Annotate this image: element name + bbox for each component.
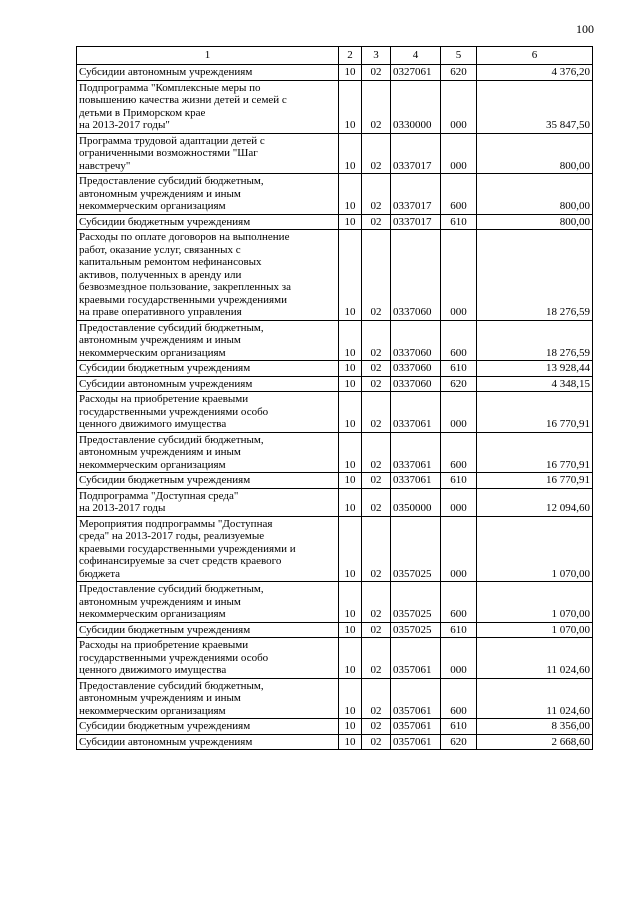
expense-type-cell: 000 xyxy=(441,133,477,174)
expense-type-cell: 610 xyxy=(441,214,477,230)
expense-type-cell: 610 xyxy=(441,622,477,638)
section-cell: 10 xyxy=(339,582,362,623)
table-row xyxy=(77,320,593,361)
subsection-cell: 02 xyxy=(362,230,391,321)
amount-cell: 800,00 xyxy=(477,174,593,215)
header-row xyxy=(77,47,593,65)
subsection-cell: 02 xyxy=(362,320,391,361)
target-article-cell: 0337060 xyxy=(391,361,441,377)
row-name-cell: Программа трудовой адаптации детей с ограниченными возможностями "Шаг навстречу" xyxy=(77,133,339,174)
expense-type-cell: 000 xyxy=(441,230,477,321)
expense-type-cell: 620 xyxy=(441,734,477,750)
section-cell: 10 xyxy=(339,488,362,516)
row-name-cell: Субсидии автономным учреждениям xyxy=(77,65,339,81)
amount-cell: 8 356,00 xyxy=(477,719,593,735)
row-name-cell: Подпрограмма "Комплексные меры по повышению качества жизни детей и семей с детьми в Приморском крае на 2013-2017 годы" xyxy=(77,80,339,133)
row-name-cell: Расходы на приобретение краевыми государственными учреждениями особо ценного движимого имущества xyxy=(77,638,339,679)
target-article-cell: 0357061 xyxy=(391,719,441,735)
section-cell: 10 xyxy=(339,678,362,719)
target-article-cell: 0357061 xyxy=(391,734,441,750)
target-article-cell: 0357025 xyxy=(391,622,441,638)
target-article-cell: 0337060 xyxy=(391,320,441,361)
amount-cell: 4 376,20 xyxy=(477,65,593,81)
amount-cell: 800,00 xyxy=(477,214,593,230)
target-article-cell: 0327061 xyxy=(391,65,441,81)
section-cell: 10 xyxy=(339,638,362,679)
amount-cell: 35 847,50 xyxy=(477,80,593,133)
target-article-cell: 0350000 xyxy=(391,488,441,516)
expense-type-cell: 610 xyxy=(441,361,477,377)
target-article-cell: 0330000 xyxy=(391,80,441,133)
row-name-cell: Расходы по оплате договоров на выполнение работ, оказание услуг, связанных с капитальным ремонтом нефинансовых активов, полученных в аренду или безвозмездное пользование, закрепленных за краевыми государственными учреждениями на праве оперативного управления xyxy=(77,230,339,321)
row-name-cell: Предоставление субсидий бюджетным, автономным учреждениям и иным некоммерческим организациям xyxy=(77,678,339,719)
page-number: 100 xyxy=(576,22,594,36)
expense-type-cell: 000 xyxy=(441,516,477,582)
expense-type-cell: 000 xyxy=(441,80,477,133)
section-cell: 10 xyxy=(339,361,362,377)
subsection-cell: 02 xyxy=(362,392,391,433)
amount-cell: 18 276,59 xyxy=(477,230,593,321)
amount-cell: 16 770,91 xyxy=(477,473,593,489)
section-cell: 10 xyxy=(339,230,362,321)
amount-cell: 800,00 xyxy=(477,133,593,174)
expense-type-cell: 610 xyxy=(441,719,477,735)
target-article-cell: 0337017 xyxy=(391,214,441,230)
amount-cell: 1 070,00 xyxy=(477,516,593,582)
row-name-cell: Субсидии автономным учреждениям xyxy=(77,734,339,750)
row-name-cell: Субсидии автономным учреждениям xyxy=(77,376,339,392)
row-name-cell: Предоставление субсидий бюджетным, автономным учреждениям и иным некоммерческим организациям xyxy=(77,174,339,215)
section-cell: 10 xyxy=(339,214,362,230)
row-name-cell: Предоставление субсидий бюджетным, автономным учреждениям и иным некоммерческим организациям xyxy=(77,320,339,361)
subsection-cell: 02 xyxy=(362,214,391,230)
table-row xyxy=(77,622,593,638)
amount-cell: 16 770,91 xyxy=(477,392,593,433)
subsection-cell: 02 xyxy=(362,473,391,489)
target-article-cell: 0337060 xyxy=(391,376,441,392)
target-article-cell: 0337061 xyxy=(391,392,441,433)
row-name-cell: Субсидии бюджетным учреждениям xyxy=(77,719,339,735)
subsection-cell: 02 xyxy=(362,582,391,623)
subsection-cell: 02 xyxy=(362,678,391,719)
section-cell: 10 xyxy=(339,734,362,750)
subsection-cell: 02 xyxy=(362,638,391,679)
row-name-cell: Подпрограмма "Доступная среда" на 2013-2017 годы xyxy=(77,488,339,516)
target-article-cell: 0337061 xyxy=(391,432,441,473)
section-cell: 10 xyxy=(339,174,362,215)
table-row xyxy=(77,638,593,679)
table-row xyxy=(77,174,593,215)
section-cell: 10 xyxy=(339,80,362,133)
subsection-cell: 02 xyxy=(362,376,391,392)
amount-cell: 1 070,00 xyxy=(477,622,593,638)
expense-type-cell: 620 xyxy=(441,376,477,392)
table-row xyxy=(77,473,593,489)
subsection-cell: 02 xyxy=(362,734,391,750)
table-row xyxy=(77,214,593,230)
row-name-cell: Мероприятия подпрограммы "Доступная среда" на 2013-2017 годы, реализуемые краевыми государственными учреждениями и софинансируемые за счет средств краевого бюджета xyxy=(77,516,339,582)
header-cell: 3 xyxy=(362,47,391,65)
header-cell: 1 xyxy=(77,47,339,65)
header-cell: 5 xyxy=(441,47,477,65)
table-row xyxy=(77,376,593,392)
subsection-cell: 02 xyxy=(362,65,391,81)
header-cell: 4 xyxy=(391,47,441,65)
expense-type-cell: 000 xyxy=(441,392,477,433)
table-row xyxy=(77,678,593,719)
subsection-cell: 02 xyxy=(362,361,391,377)
target-article-cell: 0337061 xyxy=(391,473,441,489)
section-cell: 10 xyxy=(339,516,362,582)
amount-cell: 2 668,60 xyxy=(477,734,593,750)
row-name-cell: Субсидии бюджетным учреждениям xyxy=(77,214,339,230)
table-row xyxy=(77,516,593,582)
amount-cell: 12 094,60 xyxy=(477,488,593,516)
table-row xyxy=(77,361,593,377)
amount-cell: 11 024,60 xyxy=(477,678,593,719)
expense-type-cell: 000 xyxy=(441,488,477,516)
expense-type-cell: 600 xyxy=(441,174,477,215)
section-cell: 10 xyxy=(339,133,362,174)
expense-type-cell: 600 xyxy=(441,432,477,473)
table-row xyxy=(77,488,593,516)
expense-type-cell: 600 xyxy=(441,320,477,361)
expense-type-cell: 000 xyxy=(441,638,477,679)
amount-cell: 16 770,91 xyxy=(477,432,593,473)
row-name-cell: Предоставление субсидий бюджетным, автономным учреждениям и иным некоммерческим организациям xyxy=(77,582,339,623)
amount-cell: 18 276,59 xyxy=(477,320,593,361)
expense-type-cell: 610 xyxy=(441,473,477,489)
target-article-cell: 0357061 xyxy=(391,678,441,719)
target-article-cell: 0337060 xyxy=(391,230,441,321)
expense-type-cell: 600 xyxy=(441,678,477,719)
section-cell: 10 xyxy=(339,376,362,392)
subsection-cell: 02 xyxy=(362,80,391,133)
table-header xyxy=(77,47,593,65)
amount-cell: 11 024,60 xyxy=(477,638,593,679)
subsection-cell: 02 xyxy=(362,719,391,735)
section-cell: 10 xyxy=(339,432,362,473)
subsection-cell: 02 xyxy=(362,488,391,516)
subsection-cell: 02 xyxy=(362,432,391,473)
row-name-cell: Предоставление субсидий бюджетным, автономным учреждениям и иным некоммерческим организациям xyxy=(77,432,339,473)
table-row xyxy=(77,80,593,133)
section-cell: 10 xyxy=(339,719,362,735)
expense-type-cell: 600 xyxy=(441,582,477,623)
subsection-cell: 02 xyxy=(362,133,391,174)
section-cell: 10 xyxy=(339,65,362,81)
table-row xyxy=(77,392,593,433)
section-cell: 10 xyxy=(339,392,362,433)
row-name-cell: Расходы на приобретение краевыми государственными учреждениями особо ценного движимого имущества xyxy=(77,392,339,433)
section-cell: 10 xyxy=(339,473,362,489)
target-article-cell: 0357061 xyxy=(391,638,441,679)
row-name-cell: Субсидии бюджетным учреждениям xyxy=(77,622,339,638)
amount-cell: 13 928,44 xyxy=(477,361,593,377)
row-name-cell: Субсидии бюджетным учреждениям xyxy=(77,473,339,489)
section-cell: 10 xyxy=(339,320,362,361)
table-row xyxy=(77,230,593,321)
amount-cell: 4 348,15 xyxy=(477,376,593,392)
row-name-cell: Субсидии бюджетным учреждениям xyxy=(77,361,339,377)
section-cell: 10 xyxy=(339,622,362,638)
subsection-cell: 02 xyxy=(362,516,391,582)
table-body xyxy=(77,65,593,750)
table-row xyxy=(77,734,593,750)
target-article-cell: 0337017 xyxy=(391,133,441,174)
expense-type-cell: 620 xyxy=(441,65,477,81)
target-article-cell: 0357025 xyxy=(391,582,441,623)
table-row xyxy=(77,582,593,623)
target-article-cell: 0337017 xyxy=(391,174,441,215)
subsection-cell: 02 xyxy=(362,174,391,215)
budget-table xyxy=(76,46,593,750)
table-row xyxy=(77,719,593,735)
table-row xyxy=(77,432,593,473)
amount-cell: 1 070,00 xyxy=(477,582,593,623)
table-row xyxy=(77,65,593,81)
header-cell: 6 xyxy=(477,47,593,65)
header-cell: 2 xyxy=(339,47,362,65)
target-article-cell: 0357025 xyxy=(391,516,441,582)
table-row xyxy=(77,133,593,174)
subsection-cell: 02 xyxy=(362,622,391,638)
